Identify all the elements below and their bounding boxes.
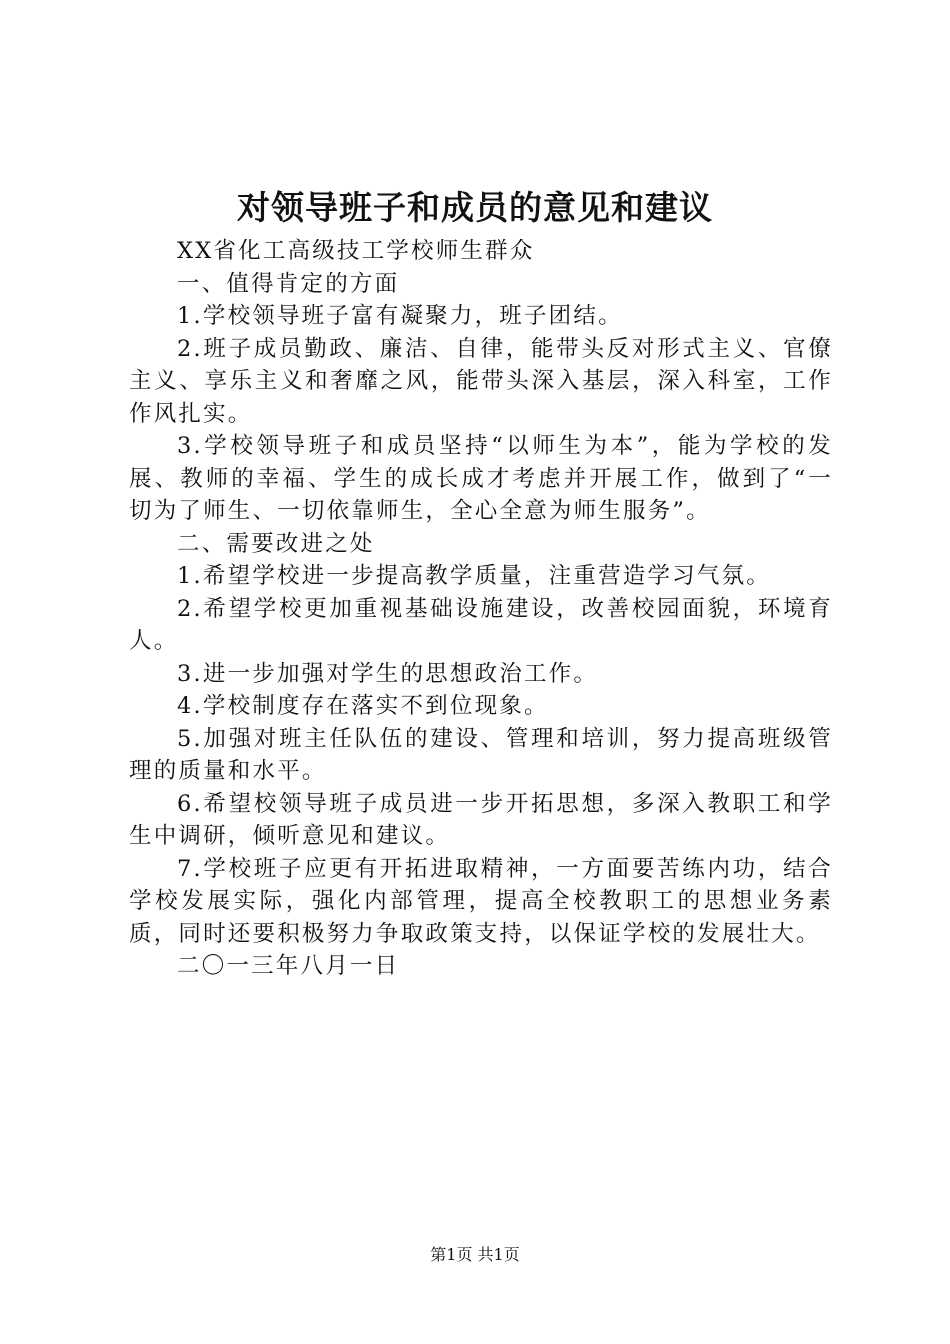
improve-item-6: 6.希望校领导班子成员进一步开拓思想，多深入教职工和学生中调研，倾听意见和建议。	[129, 790, 833, 849]
improve-item-1: 1.希望学校进一步提高教学质量，注重营造学习气氛。	[177, 563, 771, 589]
positive-item-1: 1.学校领导班子富有凝聚力，班子团结。	[177, 303, 623, 329]
positive-item-2: 2.班子成员勤政、廉洁、自律，能带头反对形式主义、官僚主义、享乐主义和奢靡之风，能带头深入基层，深入科室，工作作风扎实。	[129, 335, 833, 427]
document-body	[129, 235, 833, 983]
section-heading-positive: 一、值得肯定的方面	[177, 270, 400, 297]
improve-item-3: 3.进一步加强对学生的思想政治工作。	[177, 660, 599, 687]
section-heading-improve: 二、需要改进之处	[177, 530, 375, 557]
document-date: 二〇一三年八月一日	[177, 953, 400, 979]
improve-item-2: 2.希望学校更加重视基础设施建设，改善校园面貌，环境育人。	[129, 595, 833, 654]
document-title: 对领导班子和成员的意见和建议	[237, 188, 713, 227]
positive-item-3: 3.学校领导班子和成员坚持“以师生为本”，能为学校的发展、教师的幸福、学生的成长成才考虑并开展工作，做到了“一切为了师生、一切依靠师生，全心全意为师生服务”。	[129, 433, 833, 524]
improve-item-7: 7.学校班子应更有开拓进取精神，一方面要苦练内功，结合学校发展实际，强化内部管理，提高全校教职工的思想业务素质，同时还要积极努力争取政策支持，以保证学校的发展壮大。	[129, 855, 833, 947]
improve-item-5: 5.加强对班主任队伍的建设、管理和培训，努力提高班级管理的质量和水平。	[129, 725, 833, 784]
recipient-line: XX省化工高级技工学校师生群众	[177, 238, 535, 264]
page-footer: 第1页 共1页	[430, 1245, 520, 1264]
improve-item-4: 4.学校制度存在落实不到位现象。	[177, 693, 549, 719]
